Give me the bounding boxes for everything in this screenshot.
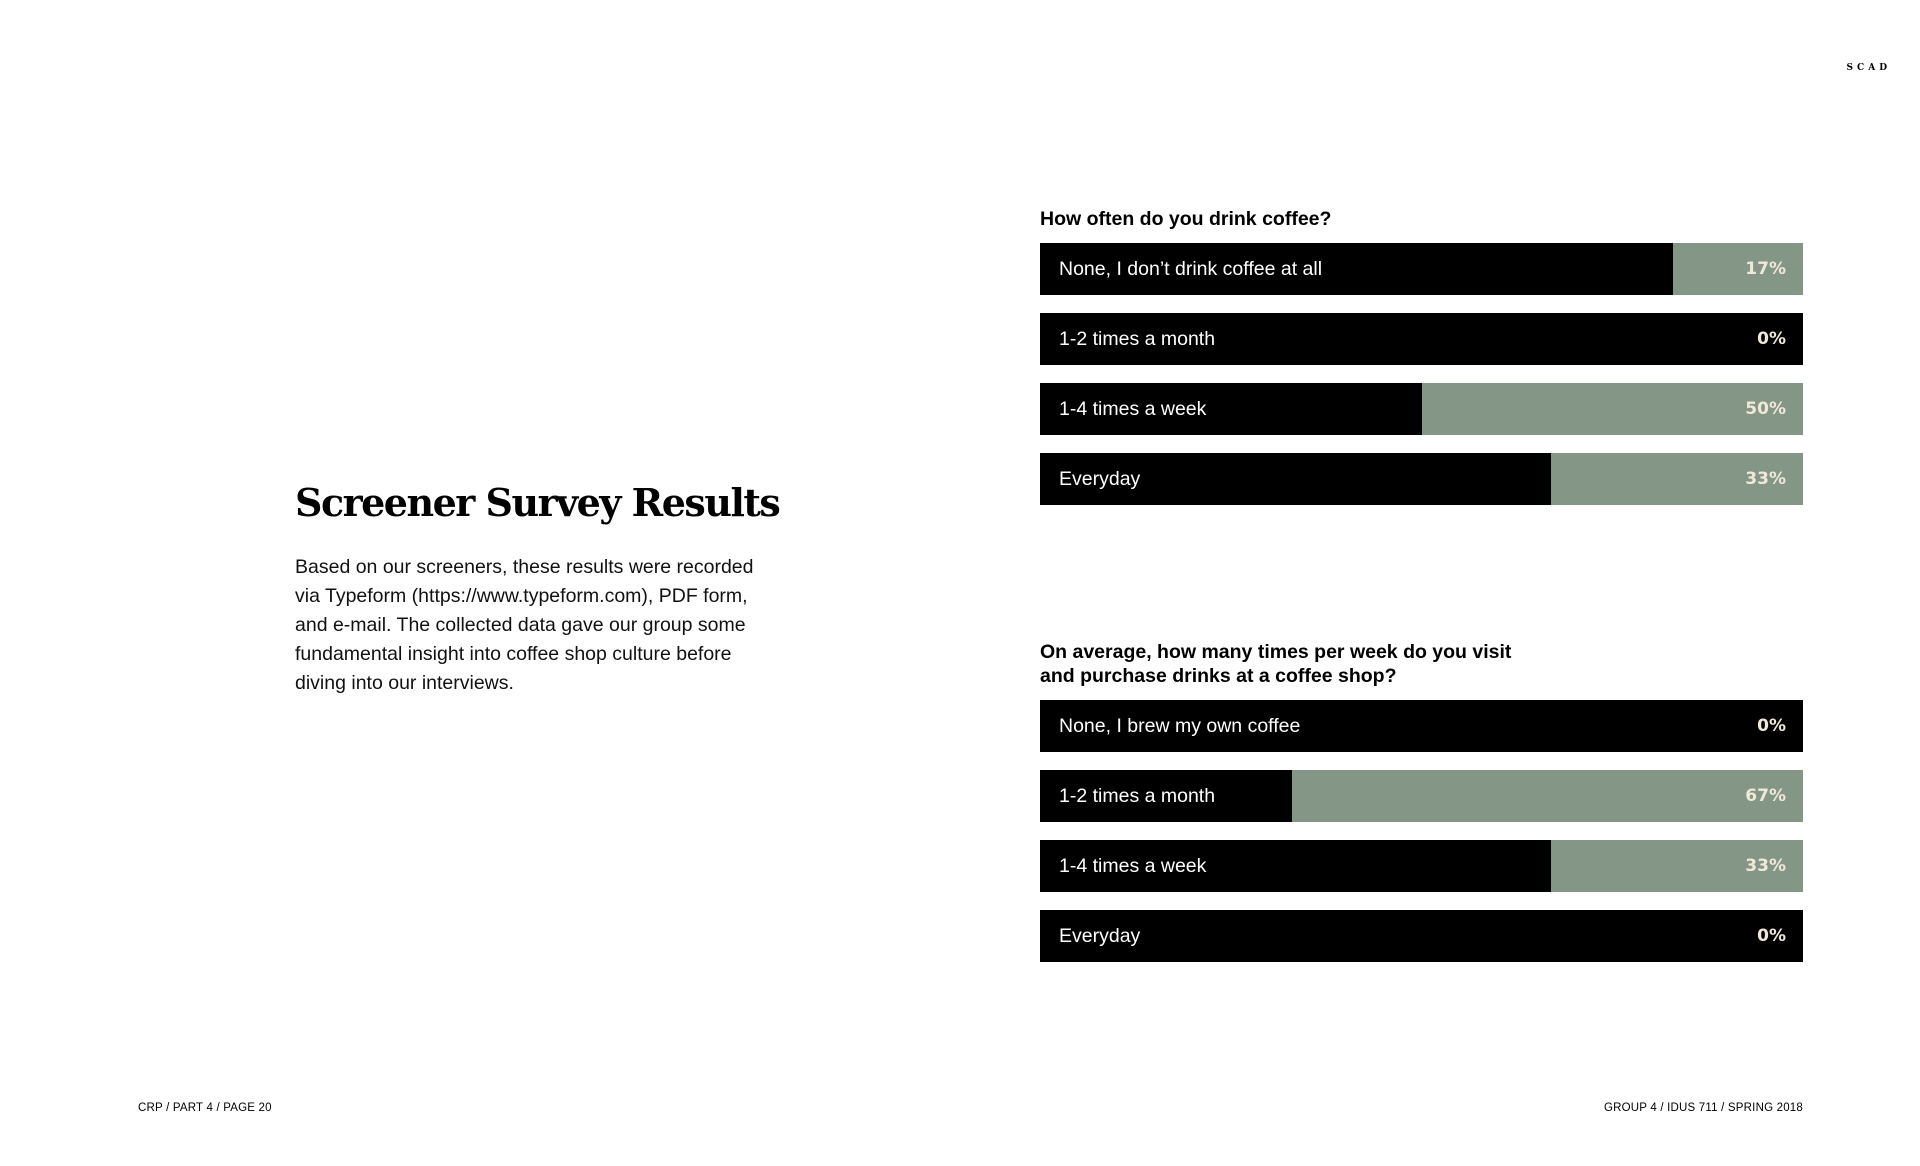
page-title: Screener Survey Results: [295, 480, 780, 525]
response-label: None, I brew my own coffee: [1059, 715, 1301, 737]
question-1-title: How often do you drink coffee?: [1040, 208, 1332, 230]
response-bar: [1040, 313, 1803, 365]
response-bar: [1040, 770, 1803, 822]
response-label: None, I don’t drink coffee at all: [1059, 258, 1323, 280]
response-percent: 50%: [1745, 399, 1786, 419]
question-2-title: On average, how many times per week do you visit and purchase drinks at a coffee shop?: [1040, 641, 1512, 687]
response-bar: [1040, 453, 1803, 505]
response-label: 1-4 times a week: [1059, 855, 1207, 877]
survey-question-2: [1040, 640, 1803, 962]
response-percent: 0%: [1757, 926, 1786, 946]
response-percent: 0%: [1757, 716, 1786, 736]
response-label: 1-2 times a month: [1059, 328, 1216, 350]
scad-logo: SCAD: [1846, 63, 1891, 73]
response-bar: [1040, 243, 1803, 295]
response-bar: [1040, 383, 1803, 435]
response-bar: [1040, 910, 1803, 962]
response-bar-fill: [1292, 770, 1803, 822]
response-bar: [1040, 840, 1803, 892]
footer-course-info: GROUP 4 / IDUS 711 / SPRING 2018: [1604, 1102, 1803, 1114]
response-label: Everyday: [1059, 925, 1141, 947]
footer-page-info: CRP / PART 4 / PAGE 20: [138, 1102, 272, 1114]
response-label: Everyday: [1059, 468, 1141, 490]
response-percent: 33%: [1745, 856, 1786, 876]
question-1-bars: [1040, 243, 1803, 505]
response-percent: 67%: [1745, 786, 1786, 806]
question-2-bars: [1040, 700, 1803, 962]
response-label: 1-4 times a week: [1059, 398, 1207, 420]
response-percent: 0%: [1757, 329, 1786, 349]
response-bar: [1040, 700, 1803, 752]
response-label: 1-2 times a month: [1059, 785, 1216, 807]
response-percent: 17%: [1745, 259, 1786, 279]
response-percent: 33%: [1745, 469, 1786, 489]
survey-question-1: [1040, 207, 1803, 505]
intro-paragraph: Based on our screeners, these results were recorded via Typeform (https://www.typeform.com), PDF form, and e-mail. The collected data gave our group some fundamental insight into coffee shop culture before diving into our interviews.: [295, 556, 754, 694]
